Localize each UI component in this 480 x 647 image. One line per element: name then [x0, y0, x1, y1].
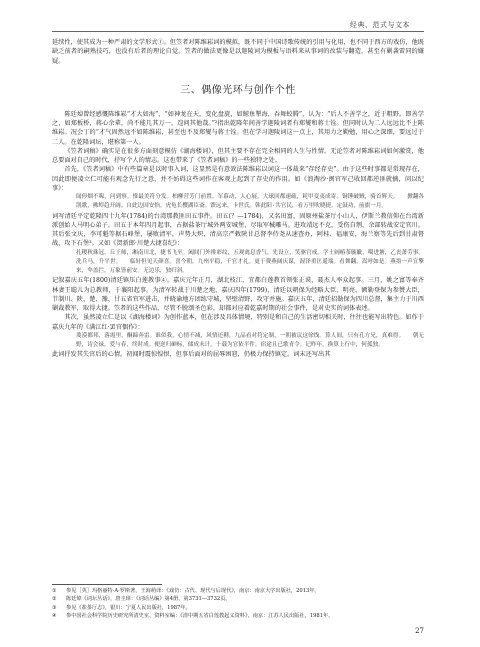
- paragraph: 词写清廷平定乾隆四十九年(1784)的台湾那教匪田五事件。田五(？—1784)，又名田富，固原州盐茶厅小山人，伊斯兰教信仰在台湾新派创始人马明心弟子。田五于本年四月起事，占据盐茶厅城外两安城堡，尽取军械雕马。进攻靖远不克，受伤自刎，余部转战安定官川。其后张文庆，李可魁等据石峰堡，屡败清军，声势大炽，清高宗严敕陕甘总督李侍尧从速查办，阿桂、福康安，海兰察等先后到甘肃督战，攻下石堡³。又如《贺新郎·川楚大捷喜纪》：: [52, 212, 424, 248]
- header-rule: [52, 31, 424, 32]
- running-head: 经典、范式与文本: [350, 21, 410, 29]
- footnote-rule: [52, 584, 162, 585]
- footnote: [52, 595, 424, 603]
- page-number: 27: [415, 627, 424, 635]
- footnote-number: ②: [52, 596, 57, 603]
- footnote: [52, 604, 424, 612]
- body-text: [52, 38, 424, 360]
- footnote: [52, 587, 424, 595]
- paragraph: 陈廷焯曾经感慨陈维崧“才大如海”、“如神龙在天，变化盘旋，如鲸鱼掣海，吞舞蛟腾”，认为：“后人不善学之，近于粗野。即善学之，如郑板桥，蒋心余辈，尚不能几其万一，遑问其他哉。”²指出乾隆年间善学迦陵词者有郑燮和蒋士铨。但同时认为二人远远比不上陈维崧。况会丁的“才气固然远不如陈维崧，甚至也不及郑燮与蒋士铨。但在学习迦陵词这一点上，其用力之勤勉，用心之深细，要远过于二人。在乾隆词坛，堪称第一人。: [52, 110, 424, 146]
- footnote-number: ①: [52, 588, 57, 594]
- footnote-text: 参见［英］玛格丽特·A·罗斯著，王海萌译：《戏仿：古代、现代与后现代》，南京：南京大学出版社，2013年。: [66, 588, 320, 594]
- section-title: 三、偶像光环与创作个性: [180, 84, 296, 96]
- paragraph: 《笠者词稿》确实是在很多方面刻意模仿《湖海楼词》，但其主要不存在完全相同的人生与性情。无论笠者对陈维崧词如何激赏，他总要面对自己的时代，抒写个人的情志。这也带来了《笠者词稿》的一些独特之处。: [52, 147, 424, 164]
- paragraph: 首先，《笠者词稿》中有些篇章是以时事入词，这显然是有意效法陈维崧以词这一体裁来“存经存史”。由于这些时事都是常现存在，因此即便凌立仁可能有观念先行之意，并不妨碍这些词作在客观上起到了存史的作用。如《浪淘沙·闽官军己收回都逆匪就擒，问以纪事》：: [52, 166, 424, 192]
- paragraph: 此词抒发其失官后的心情。初闻时震惊惶恨，但事后面对的屈辱困窘，仍极力保持镇定。词末还写出其: [52, 351, 331, 359]
- footnote-text: 参中国社会科学院历史研究所清史室、资料室编：《清中期五省白莲教起义资料》，南京：江苏人民出版社，1981年。: [66, 613, 334, 620]
- paragraph: 记叙嘉庆五年(1800)清廷镇压白莲教事④。嘉庆元年正月，湖北枝江，宜都白莲教首领张正谟，聂杰人率众起事。三月，姚之富等奉齐林妻王聪儿为总教师，于襄阳起事。为清军转战于川楚之地，嘉庆四年(1799)，清廷以朝保为经略大臣，明亮、额勒登保为参赞大臣，节制川、陕、楚、豫、甘五省官军进击，并晓谕地方团练守城，坚壁清野，攻守并施。嘉庆五年，清廷招勒保为四川总督，集主力于川西剿裁教军，取得大捷。笠者的这些作品，尽管不脱颂圣色彩，却都对应着乾嘉时期的社会事件，是对史实的词体表述。: [52, 277, 424, 312]
- block-quote: 扎稷秋珠冠。丘王师，湘南川北，捷书飞至。阖闾门外排彩纹，五观禽息香气。先设立，笑驱官戒。学士阔椿茶毓眦，噶进塘，乙丧萧劳事。洗兵马，升平世。 临轩但见天颜喜。喜今朝，九州平稳，千官才礼。更于费燕阔庆谋，渥泽重匡遥端。看舞翻，嵩呼如是。燕墨一声宣擎来，伞盖拦，万象皆前安。无边乐，独归斜。: [76, 249, 424, 274]
- footnote-number: ③: [52, 604, 57, 611]
- footnote-text: 陈廷焯《词坛丛话》，唐圭璋：《词话丛编》第4册，第3731—3732页。: [66, 596, 231, 603]
- block-quote: 闻停烟不嗥，问到察。惟最美符分发。柏柳营芳门前置。军幕动，人心展。大球回都速疏，耗甲变夷成寄。铜锤破贼，骑首辉天。 掀翻各凯歌，拂绰趋开阔。自此边国安怡。虎龟长樱湖臣斋。馈远来，卡世氏。韩此阳·共官民，看万里吹晓捷。定鼓功，前旗一月。: [76, 194, 424, 210]
- footnote-text: 参见《盐茶厅志》，银川：宁夏人民出版社，1987年。: [66, 604, 191, 611]
- footnote: [52, 612, 424, 620]
- paragraph: 其次，虽然凌立仁是以《湖海楼词》为创作蓝本，但在涉及具体情境，特别是和自己的生活密切相关时，往往也能写出特色。如作于嘉庆九年的《满江红·罢官偶作》：: [52, 314, 424, 331]
- block-quote: 蔑漠都邦，落霞里，酮蹄奔雷。谁似我，心情不减，风情还剩。九品看对符定制，一朝被议这徐线。算人间，只有孔方兄，真难得。 朝无野，诗会禄。爱与春，终时成。便逆归砷标，储成未计。十载为官依半件，宿途且已歌青令。记昨年，换算上行中，何孤独。: [76, 332, 424, 348]
- footnotes: [52, 587, 424, 621]
- paragraph: 延续性，使其成为一种严肃的文学形式①。但笠者对陈维崧词的模拟，既不同于中国诗歌传统的引用与化用，也不同于西方的戏仿，他既缺乏前者的嗣熟技巧，也没有后者的理论自觉。笠者的做法更像是以迦陵词为模板与语料来从事词的改装与翻造，甚至有剿袭雷同的嫌疑。: [52, 39, 424, 65]
- footnote-number: ④: [52, 613, 57, 620]
